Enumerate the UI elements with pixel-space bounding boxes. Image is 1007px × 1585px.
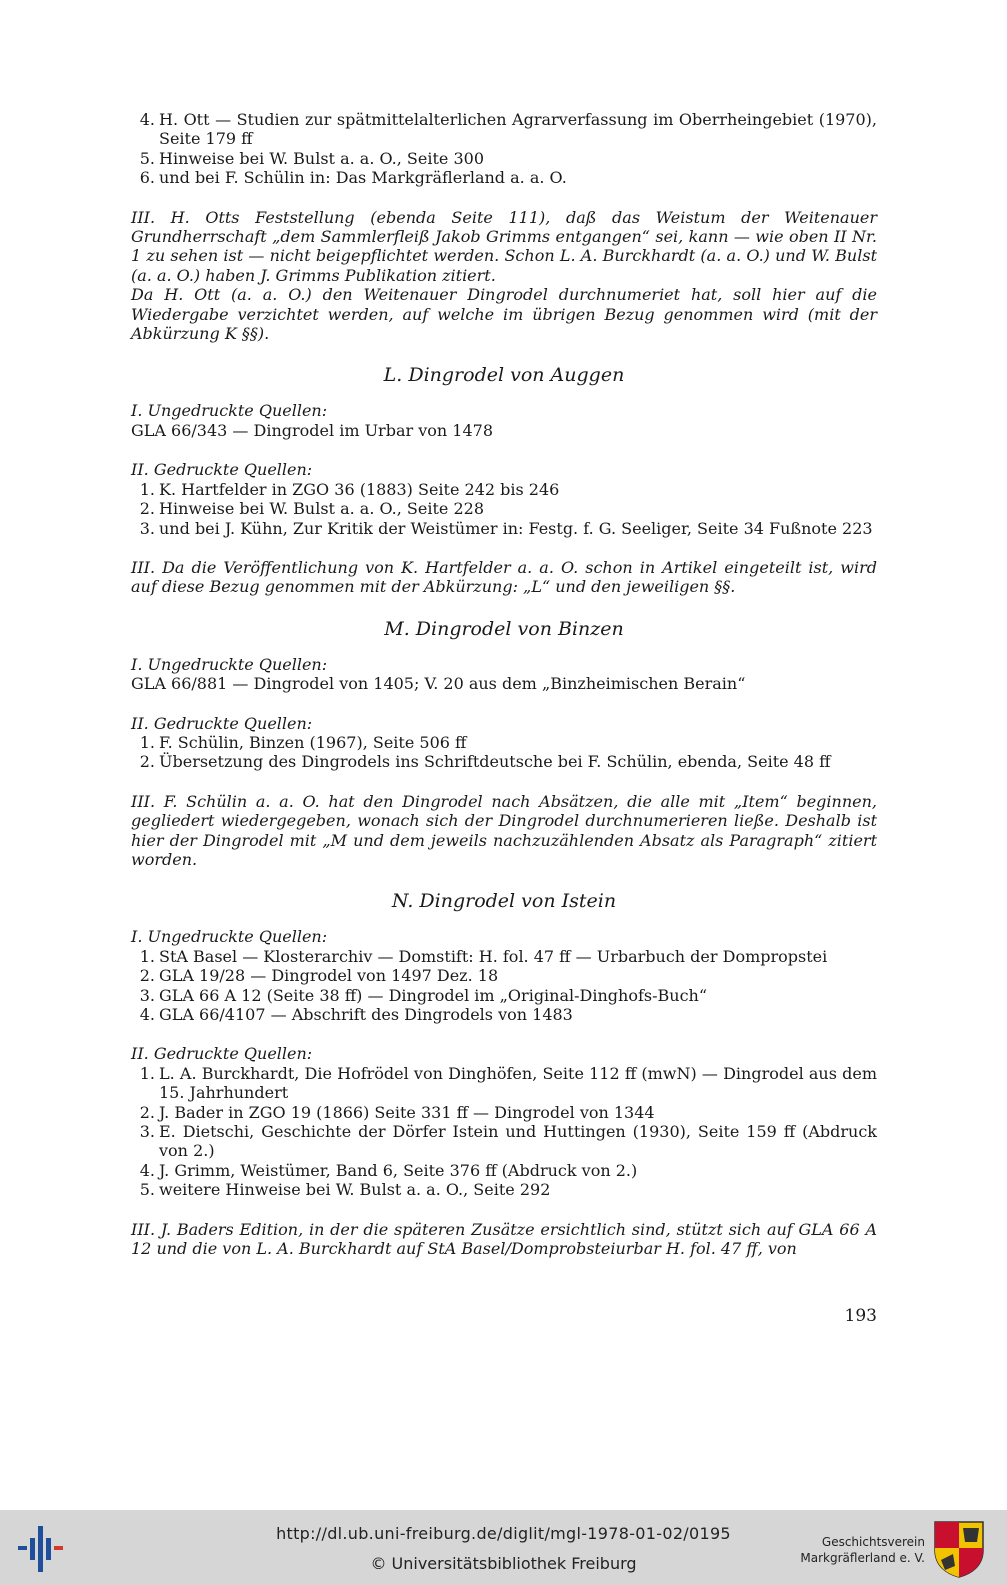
section-n-unprinted-label: I. Ungedruckte Quellen: xyxy=(131,927,328,947)
section-m-printed-label: II. Gedruckte Quellen: xyxy=(131,713,313,733)
section-n-printed-label: II. Gedruckte Quellen: xyxy=(131,1044,313,1064)
list-item: 2. J. Bader in ZGO 19 (1866) Seite 331 ff — Dingrodel von 1344 xyxy=(139,1102,655,1122)
section-m-printed-list xyxy=(131,733,877,772)
society-name xyxy=(800,1534,925,1566)
section-n-note: III. J. Baders Edition, in der die späteren Zusätze ersichtlich sind, stützt sich auf GLA 66 A 12 und die von L. A. Burckhardt auf StA Basel/Domprobsteiurbar H. fol. 47 ff, von xyxy=(131,1219,877,1259)
list-item: 4. J. Grimm, Weistümer, Band 6, Seite 376 ff (Abdruck von 2.) xyxy=(139,1160,638,1180)
list-item: 1. StA Basel — Klosterarchiv — Domstift: H. fol. 47 ff — Urbarbuch der Dompropstei xyxy=(139,946,828,966)
section-m-note: III. F. Schülin a. a. O. hat den Dingrodel nach Absätzen, die alle mit „Item“ beginnen, gegliedert wiedergegeben, wonach sich der Dingrodel durchnumerieren ließe. Deshalb ist hier der Dingrodel mit „M und dem jeweils nachzuzählenden Absatz als Paragraph“ zitiert worden. xyxy=(131,791,877,869)
section-m-heading: M. Dingrodel von Binzen xyxy=(384,617,624,640)
society-name-line-2: Markgräflerland e. V. xyxy=(800,1551,925,1565)
list-item: 1. L. A. Burckhardt, Die Hofrödel von Dinghöfen, Seite 112 ff (mwN) — Dingrodel aus dem 15. Jahrhundert xyxy=(139,1063,877,1103)
body-text xyxy=(131,110,877,1258)
list-item: 3. GLA 66 A 12 (Seite 38 ff) — Dingrodel im „Original-Dinghofs-Buch“ xyxy=(139,985,708,1005)
page-number: 193 xyxy=(844,1306,877,1326)
markgraeflerland-crest-icon xyxy=(933,1520,985,1578)
section-k-note: III. H. Otts Feststellung (ebenda Seite 111), daß das Weistum der Weitenauer Grundherrschaft „dem Sammlerfleiß Jakob Grimms entgangen“ sei, kann — wie oben II Nr. 1 zu sehen ist — nicht beigepflichtet werden. Schon L. A. Burckhardt (a. a. O.) und W. Bulst (a. a. O.) haben J. Grimms Publikation zitiert. xyxy=(131,207,877,285)
society-name-line-1: Geschichtsverein xyxy=(821,1535,925,1549)
section-k-note-2: Da H. Ott (a. a. O.) den Weitenauer Dingrodel durchnumeriet hat, soll hier auf die Wiedergabe verzichtet werden, auf welche im übrigen Bezug genommen wird (mit der Abkürzung K §§). xyxy=(131,285,877,344)
section-l-heading: L. Dingrodel von Auggen xyxy=(383,364,625,387)
section-n-heading: N. Dingrodel von Istein xyxy=(391,890,617,913)
section-k-printed-list xyxy=(131,110,877,188)
section-l-unprinted-label: I. Ungedruckte Quellen: xyxy=(131,401,328,421)
list-item: 2. Übersetzung des Dingrodels ins Schriftdeutsche bei F. Schülin, ebenda, Seite 48 ff xyxy=(139,752,831,772)
copyright-notice: © Universitätsbibliothek Freiburg xyxy=(370,1554,637,1573)
section-l-printed-label: II. Gedruckte Quellen: xyxy=(131,460,313,480)
section-l-printed-list xyxy=(131,480,877,538)
viewer-footer-bar xyxy=(0,1510,1007,1585)
section-l-note: III. Da die Veröffentlichung von K. Hartfelder a. a. O. schon in Artikel eingeteilt ist, wird auf diese Bezug genommen mit der Abkürzung: „L“ und den jeweiligen §§. xyxy=(131,557,877,597)
list-item: 4. H. Ott — Studien zur spätmittelalterlichen Agrarverfassung im Oberrheingebiet (1970), Seite 179 ff xyxy=(139,110,877,149)
list-item: 6. und bei F. Schülin in: Das Markgräflerland a. a. O. xyxy=(139,168,567,188)
section-n-unprinted-list xyxy=(131,947,877,1025)
list-item: 2. GLA 19/28 — Dingrodel von 1497 Dez. 18 xyxy=(139,966,499,986)
section-l-unprinted-text: GLA 66/343 — Dingrodel im Urbar von 1478 xyxy=(131,420,493,440)
section-m-unprinted-label: I. Ungedruckte Quellen: xyxy=(131,654,328,674)
list-item: 4. GLA 66/4107 — Abschrift des Dingrodels von 1483 xyxy=(139,1005,573,1024)
list-item: 5. weitere Hinweise bei W. Bulst a. a. O., Seite 292 xyxy=(139,1180,551,1200)
list-item: 3. E. Dietschi, Geschichte der Dörfer Istein und Huttingen (1930), Seite 159 ff (Abdruck von 2.) xyxy=(139,1122,877,1161)
list-item: 1. F. Schülin, Binzen (1967), Seite 506 ff xyxy=(139,732,467,752)
document-url-link[interactable]: http://dl.ub.uni-freiburg.de/diglit/mgl-1978-01-02/0195 xyxy=(276,1524,731,1543)
list-item: 1. K. Hartfelder in ZGO 36 (1883) Seite 242 bis 246 xyxy=(139,479,560,499)
list-item: 3. und bei J. Kühn, Zur Kritik der Weistümer in: Festg. f. G. Seeliger, Seite 34 Fußnote 223 xyxy=(139,518,873,538)
section-n-printed-list xyxy=(131,1064,877,1200)
list-item: 2. Hinweise bei W. Bulst a. a. O., Seite 228 xyxy=(139,499,484,519)
list-item: 5. Hinweise bei W. Bulst a. a. O., Seite 300 xyxy=(139,148,484,168)
section-m-unprinted-text: GLA 66/881 — Dingrodel von 1405; V. 20 aus dem „Binzheimischen Berain“ xyxy=(131,674,746,694)
